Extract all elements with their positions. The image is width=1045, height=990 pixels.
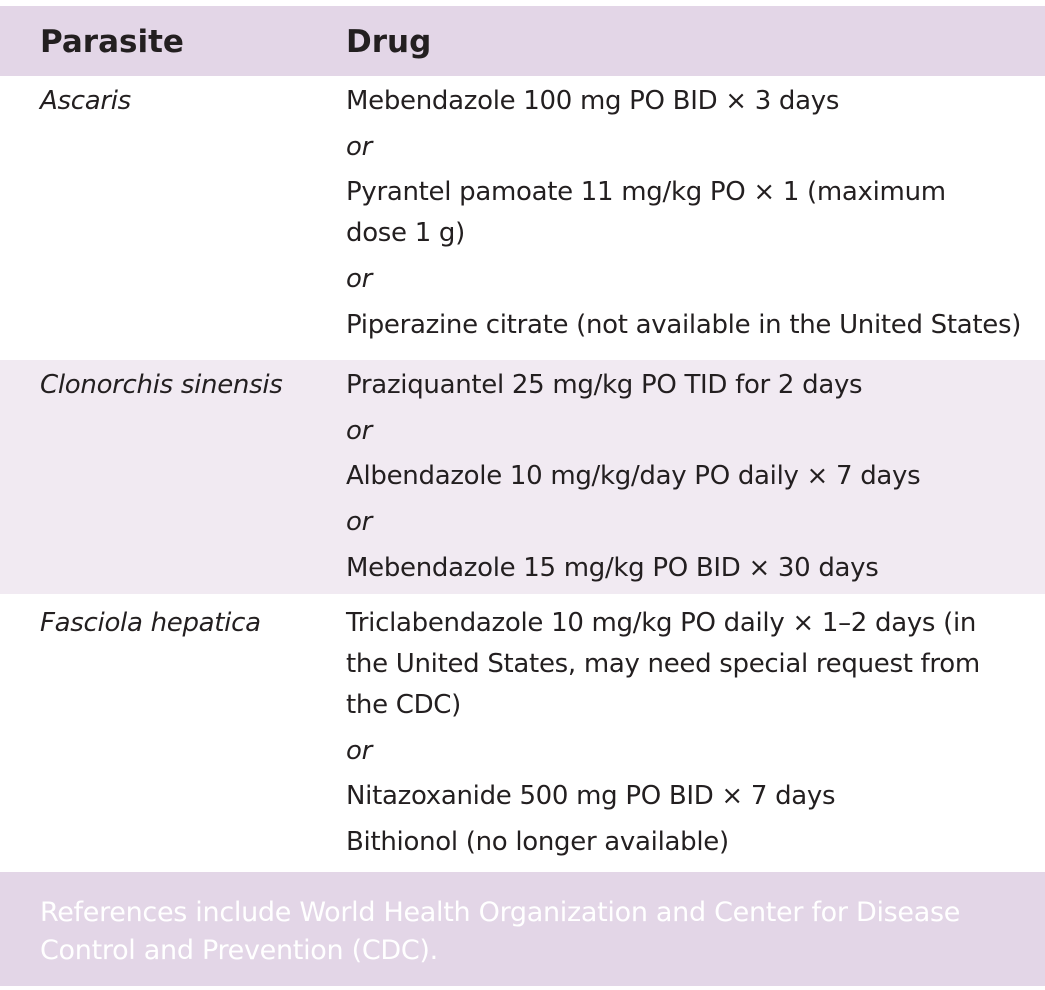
references-note xyxy=(40,894,1020,970)
or-separator: or xyxy=(346,735,372,766)
drug-line: Pyrantel pamoate 11 mg/kg PO × 1 (maximum xyxy=(346,177,946,208)
drug-line: Mebendazole 100 mg PO BID × 3 days xyxy=(346,86,840,116)
drug-line: Albendazole 10 mg/kg/day PO daily × 7 days xyxy=(346,461,921,492)
parasite-name: Ascaris xyxy=(40,86,131,116)
drug-list xyxy=(346,606,1041,871)
or-separator: or xyxy=(346,264,372,295)
table-footer xyxy=(0,872,1045,986)
table-row-clonorchis xyxy=(0,360,1045,594)
references-note-line: References include World Health Organization and Center for Disease xyxy=(40,897,961,928)
or-separator: or xyxy=(346,507,372,538)
header-drug: Drug xyxy=(346,24,432,60)
drug-line: Mebendazole 15 mg/kg PO BID × 30 days xyxy=(346,552,879,583)
drug-line: Piperazine citrate (not available in the United States) xyxy=(346,309,1022,340)
drug-line: Praziquantel 25 mg/kg PO TID for 2 days xyxy=(346,370,863,400)
drug-line: Nitazoxanide 500 mg PO BID × 7 days xyxy=(346,781,836,812)
drug-line-continued: the United States, may need special request from xyxy=(346,649,980,679)
drug-list xyxy=(346,84,1041,353)
table-row-ascaris xyxy=(0,76,1045,356)
drug-line: Bithionol (no longer available) xyxy=(346,827,729,858)
drug-line-continued: dose 1 g) xyxy=(346,218,465,249)
parasite-name: Clonorchis sinensis xyxy=(40,370,283,400)
drug-line: Triclabendazole 10 mg/kg PO daily × 1–2 days (in xyxy=(346,608,977,638)
or-separator: or xyxy=(346,415,372,446)
references-note-line: Control and Prevention (CDC). xyxy=(40,935,438,966)
table-header xyxy=(0,6,1045,76)
header-parasite: Parasite xyxy=(40,24,184,60)
table-row-fasciola xyxy=(0,598,1045,870)
drug-list xyxy=(346,368,1041,596)
parasite-name: Fasciola hepatica xyxy=(40,608,261,638)
or-separator: or xyxy=(346,131,372,162)
drug-line-continued: the CDC) xyxy=(346,690,462,720)
